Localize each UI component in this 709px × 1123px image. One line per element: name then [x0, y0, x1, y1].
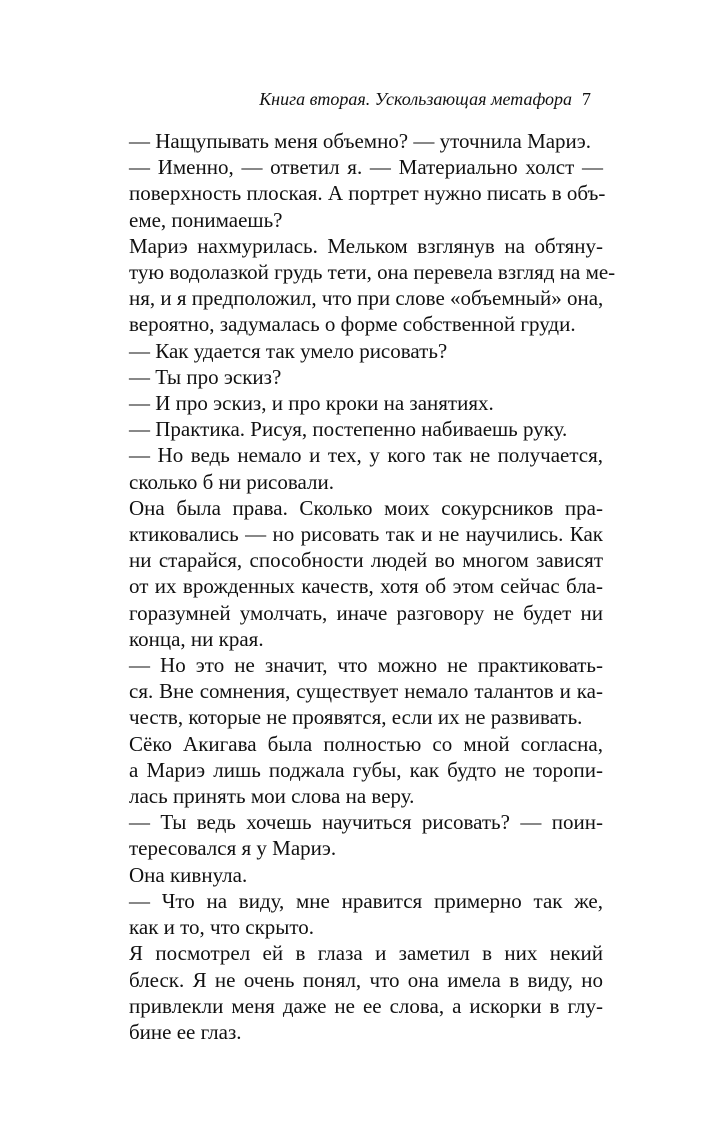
text-line: ся. Вне сомнения, существует немало талантов и ка- [129, 679, 603, 704]
paragraph [103, 364, 603, 390]
text-line: Она была права. Сколько моих сокурсников пра- [129, 495, 603, 520]
text-line: ни старайся, способности людей во многом зависят [129, 548, 603, 573]
running-header [259, 86, 591, 112]
text-line: честв, которые не проявятся, если их не развивать. [129, 705, 583, 730]
paragraph [103, 390, 603, 416]
paragraph [103, 495, 603, 652]
text-line: ня, и я предположил, что при слове «объемный» она, [129, 286, 604, 311]
text-line: горазумней умолчать, иначе разговору не будет ни [129, 600, 603, 625]
text-line: — Нащупывать меня объемно? — уточнила Мариэ. [129, 129, 592, 153]
text-line: Я посмотрел ей в глаза и заметил в них некий [129, 941, 603, 966]
text-line: бине ее глаз. [129, 1019, 242, 1044]
paragraph [103, 862, 603, 888]
text-line: — Ты про эскиз? [129, 364, 282, 389]
paragraph [103, 128, 603, 154]
text-line: от их врожденных качеств, хотя об этом сейчас бла- [129, 574, 603, 599]
text-line: — Как удается так умело рисовать? [129, 338, 448, 363]
text-line: сколько б ни рисовали. [129, 469, 334, 494]
text-line: ктиковались — но рисовать так и не научились. Как [129, 522, 603, 547]
text-line: — Но это не значит, что можно не практиковать- [129, 653, 603, 678]
paragraph [103, 154, 606, 233]
text-line: — Именно, — ответил я. — Материально холст — [129, 155, 603, 180]
paragraph [103, 652, 603, 731]
text-line: Она кивнула. [129, 862, 248, 887]
text-line: — И про эскиз, и про кроки на занятиях. [129, 391, 494, 416]
text-line: блеск. Я не очень понял, что она имела в виду, но [129, 967, 603, 992]
paragraph [103, 809, 603, 861]
paragraph [103, 233, 616, 338]
paragraph [103, 338, 603, 364]
page-number: 7 [582, 89, 591, 109]
text-line: еме, понимаешь? [129, 207, 283, 232]
text-line: как и то, что скрыто. [129, 915, 315, 940]
running-title: Книга вторая. Ускользающая метафора [259, 89, 572, 109]
text-line: привлекли меня даже не ее слова, а искорки в глу- [129, 993, 603, 1018]
text-line: — Практика. Рисуя, постепенно набиваешь руку. [129, 417, 568, 442]
text-line: конца, ни края. [129, 626, 264, 651]
text-line: тую водолазкой грудь тети, она перевела взгляд на ме- [129, 260, 616, 285]
text-line: Мариэ нахмурилась. Мельком взглянув на обтяну- [129, 233, 603, 258]
text-line: а Мариэ лишь поджала губы, как будто не торопи- [129, 757, 603, 782]
paragraph [103, 416, 603, 442]
text-line: — Что на виду, мне нравится примерно так же, [129, 888, 603, 913]
paragraph [103, 940, 603, 1045]
text-line: — Ты ведь хочешь научиться рисовать? — поин- [129, 810, 603, 835]
text-line: поверхность плоская. А портрет нужно писать в объ- [129, 181, 606, 206]
text-line: вероятно, задумалась о форме собственной груди. [129, 312, 576, 337]
body-text [103, 128, 616, 1045]
paragraph [103, 888, 603, 940]
paragraph [103, 442, 603, 494]
paragraph [103, 731, 603, 810]
text-line: тересовался я у Мариэ. [129, 836, 337, 861]
text-line: лась принять мои слова на веру. [129, 784, 415, 809]
text-line: — Но ведь немало и тех, у кого так не получается, [129, 443, 603, 468]
text-line: Сёко Акигава была полностью со мной согласна, [129, 731, 603, 756]
